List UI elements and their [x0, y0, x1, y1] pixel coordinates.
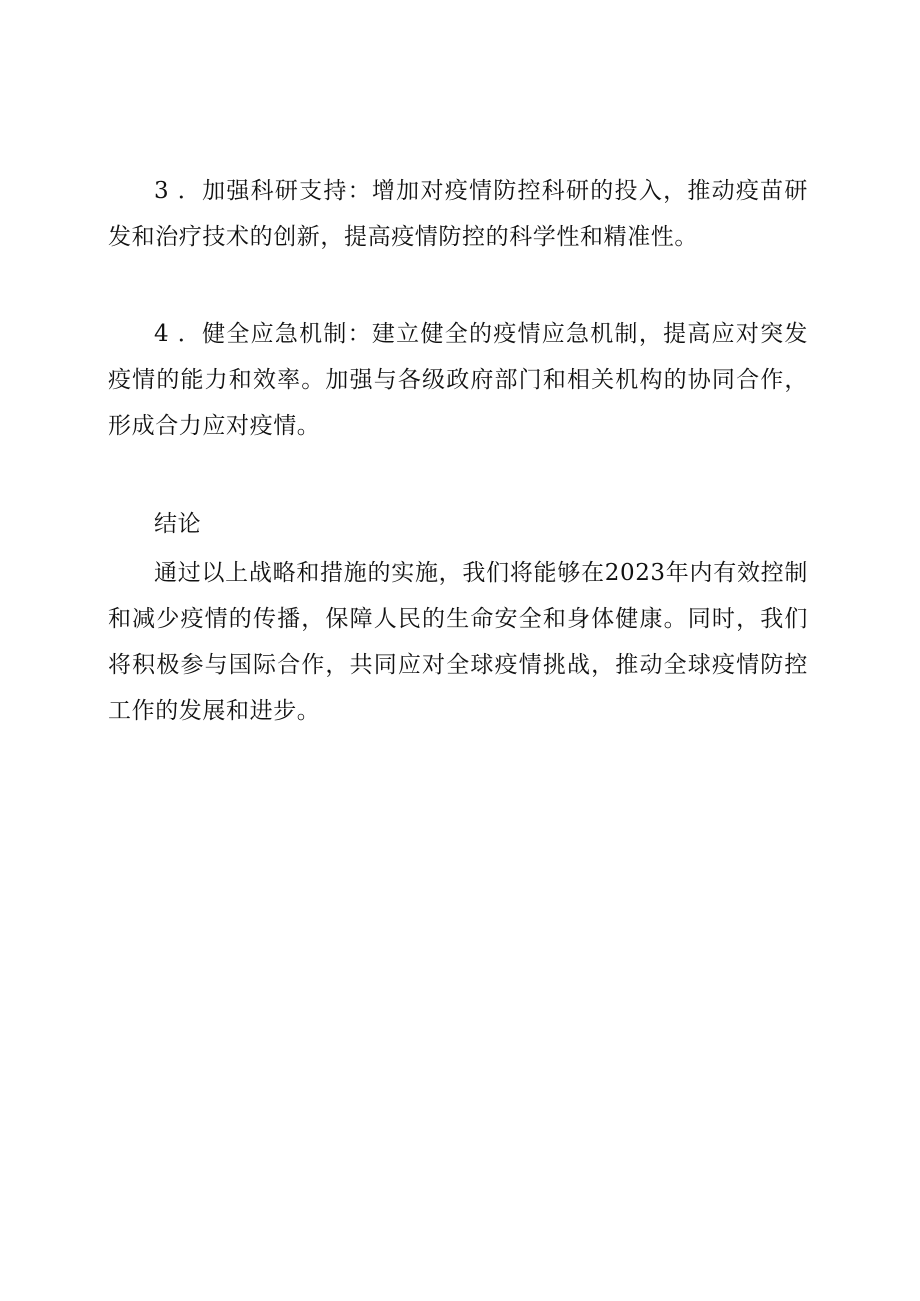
conclusion-paragraph: 通过以上战略和措施的实施，我们将能够在2023年内有效控制和减少疫情的传播，保障人民的生命安全和身体健康。同时，我们将积极参与国际合作，共同应对全球疫情挑战，推动全球疫情防控工作的发展和进步。 — [108, 560, 808, 724]
item-text: ．健全应急机制：建立健全的疫情应急机制，提高应对突发疫情的能力和效率。加强与各级政府部门和相关机构的协同合作，形成合力应对疫情。 — [108, 321, 808, 439]
list-item-research-support — [108, 168, 808, 260]
conclusion-heading: 结论 — [154, 511, 202, 537]
list-item-emergency-mechanism — [108, 311, 808, 449]
item-text: ．加强科研支持：增加对疫情防控科研的投入，推动疫苗研发和治疗技术的创新，提高疫情防控的科学性和精准性。 — [108, 178, 808, 250]
item-number: 4 — [154, 321, 170, 347]
item-number: 3 — [154, 178, 170, 204]
